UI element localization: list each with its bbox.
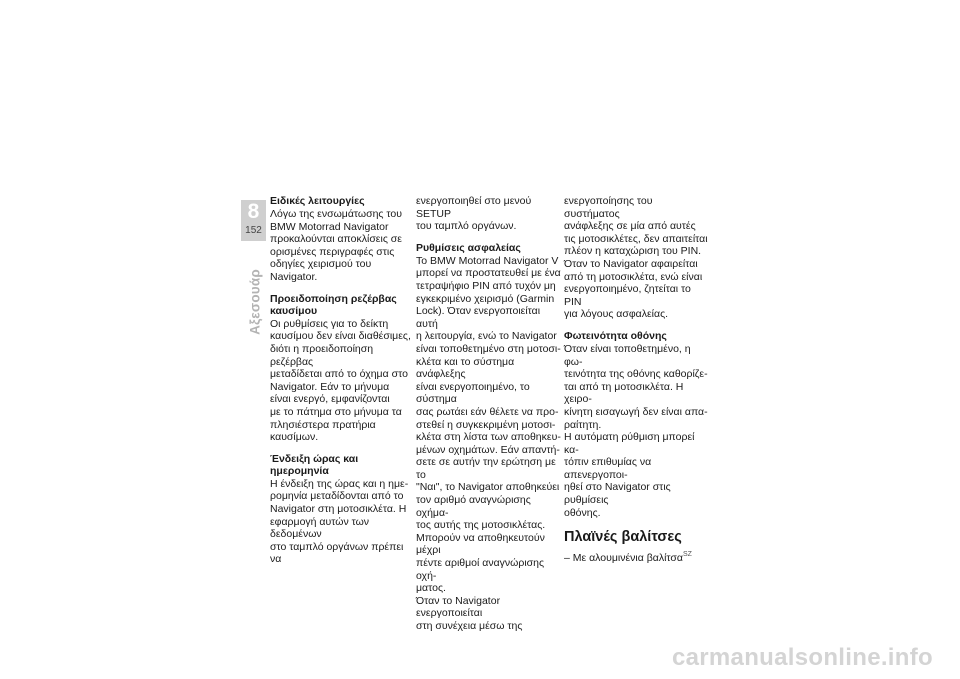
chapter-number: 8 (247, 200, 260, 223)
paragraph-setup-continued: ενεργοποιηθεί στο μενού SETUP του ταμπλό οργάνων. (416, 195, 532, 233)
text-column-1 (270, 195, 415, 575)
heading-security-settings: Ρυθμίσεις ασφαλείας (416, 241, 521, 254)
list-item-aluminium-case (564, 548, 709, 565)
paragraph-special-functions: Λόγω της ενσωμάτωσης του BMW Motorrad Navigator προκαλούνται αποκλίσεις σε ορισμένες περιγραφές στις οδηγίες χειρισμού του Navigator. (270, 208, 402, 283)
section-label: Αξεσουάρ (247, 269, 263, 335)
paragraph-screen-brightness: Όταν είναι τοποθετημένο, η φω- τεινότητα της οθόνης καθορίζε- ται από τη μοτοσικλέτα. Η χειρο- κίνητη εισαγωγή δεν είναι απα- ραίτητη. Η αυτόματη ρύθμιση μπορεί κα- τόπιν επιθυμίας να απενεργοποι- ηθεί στο Navigator στις ρυθμίσεις οθόνης. (564, 342, 708, 519)
paragraph-fuel-reserve: Οι ρυθμίσεις για το δείκτη καυσίμου δεν είναι διαθέσιμες, διότι η προειδοποίηση ρεζέρβας μεταδίδεται από το όχημα στο Navigator. Εάν το μήνυμα είναι ενεργό, εμφανίζονται με το πάτημα στο μήνυμα τα πλησιέστερα πρατήρια καυσίμων. (270, 317, 411, 444)
paragraph-security-settings: Το BMW Motorrad Navigator V μπορεί να προστατευθεί με ένα τετραψήφιο PIN από τυχόν μη εγκεκριμένο χειρισμό (Garmin Lock). Όταν ενεργοποιείται αυτή η λειτουργία, ενώ το Navigator είναι τοποθετημένο στη μοτοσι- κλέτα και το σύστημα ανάφλεξης είναι ενεργοποιημένο, το σύστημα σας ρωτάει εάν θέλετε να προ- στεθεί η συγκεκριμένη μοτοσι- κλέτα στη λίστα των αποθηκευ- μένων οχημάτων. Εάν απαντή- σετε σε αυτήν την ερώτηση με το "Ναι", το Navigator αποθηκεύει τον αριθμό αναγνώρισης οχήμα- τος αυτής της μοτοσικλέτας. Μπορούν να αποθηκευτούν μέχρι πέντε αριθμοί αναγνώρισης οχή- ματος. Όταν το Navigator ενεργοποιείται στη συνέχεια μέσω της (416, 254, 561, 632)
chapter-tab (241, 200, 266, 241)
list-item-label: – Με αλουμινένια βαλίτσα (564, 552, 683, 565)
paragraph-time-date: Η ένδειξη της ώρας και η ημε- ρομηνία μεταδίδονται από το Navigator στη μοτοσικλέτα. Η εφαρμογή αυτών των δεδομένων στο ταμπλό οργάνων πρέπει να (270, 477, 409, 566)
page-number: 152 (245, 225, 262, 236)
text-column-3 (564, 195, 709, 565)
paragraph-security-continued: ενεργοποίησης του συστήματος ανάφλεξης σε μία από αυτές τις μοτοσικλέτες, δεν απαιτείται πλέον η καταχώριση του PIN. Όταν το Navigator αφαιρείται από τη μοτοσικλέτα, ενώ είναι ενεργοποιημένο, ζητείται το PIN για λόγους ασφαλείας. (564, 195, 708, 321)
heading-screen-brightness: Φωτεινότητα οθόνης (564, 329, 667, 342)
heading-fuel-reserve: Προειδοποίηση ρεζέρβας καυσίμου (270, 292, 397, 318)
heading-time-date: Ένδειξη ώρας και ημερομηνία (270, 452, 359, 478)
option-code: SZ (682, 551, 692, 559)
heading-special-functions: Ειδικές λειτουργίες (270, 195, 365, 207)
heading-side-cases: Πλαϊνές βαλίτσες (564, 529, 682, 546)
text-column-2 (416, 195, 561, 642)
watermark: carmanualsonline.info (671, 644, 933, 671)
